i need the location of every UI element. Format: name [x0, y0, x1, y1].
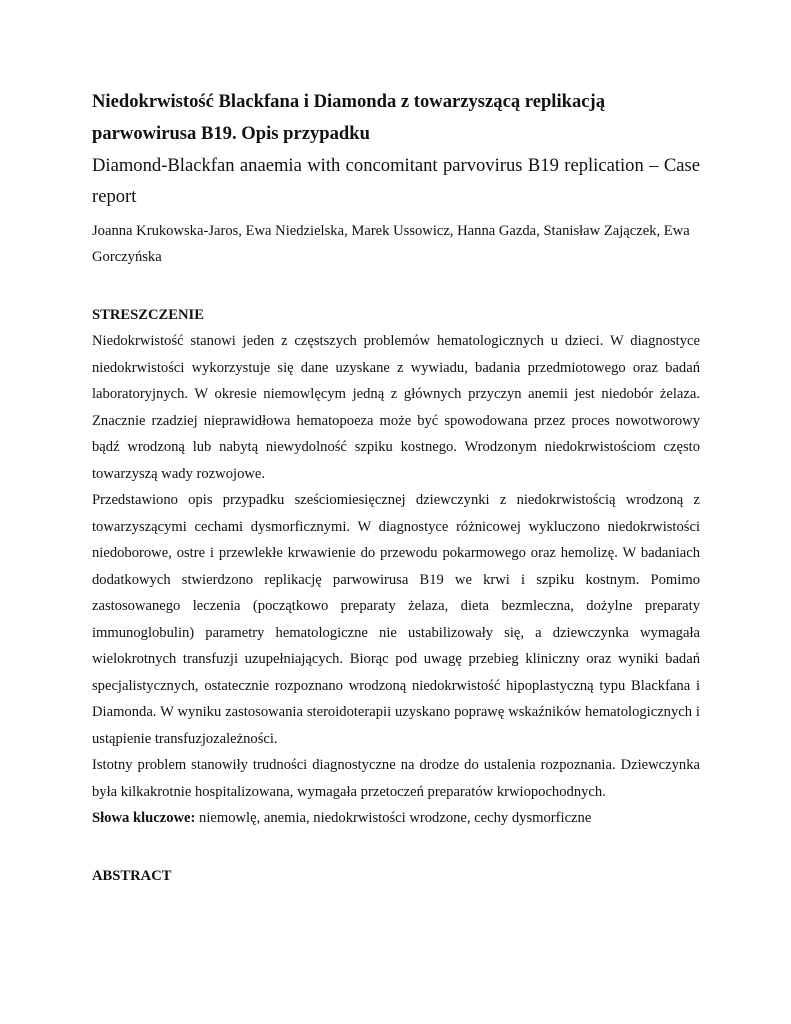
keywords-list: niemowlę, anemia, niedokrwistości wrodzone, cechy dysmorficzne [195, 810, 592, 826]
heading-abstract: ABSTRACT [92, 867, 172, 884]
streszczenie-paragraph-2: Przedstawiono opis przypadku sześciomiesięcznej dziewczynki z niedokrwistością wrodzoną z towarzyszącymi cechami dysmorficznymi. W diagnostyce różnicowej wykluczono niedokrwistości niedoborowe, ostre i przewlekłe krwawienie do przewodu pokarmowego oraz hemolizę. W badaniach dodatkowych stwierdzono replikację parwowirusa B19 we krwi i szpiku kostnym. Pomimo zastosowanego leczenia (początkowo preparaty żelaza, dieta bezmleczna, dożylne preparaty immunoglobulin) parametry hematologiczne nie ustabilizowały się, a dziewczynka wymagała wielokrotnych transfuzji uzupełniających. Biorąc pod uwagę przebieg kliniczny oraz wyniki badań specjalistycznych, ostatecznie rozpoznano wrodzoną niedokrwistość hipoplastyczną typu Blackfana i Diamonda. W wyniku zastosowania steroidoterapii uzyskano poprawę wskaźników hematologicznych i ustąpienie transfuzjozależności. [92, 492, 700, 747]
keywords-label: Słowa kluczowe: [92, 810, 196, 826]
authors: Joanna Krukowska-Jaros, Ewa Niedzielska, Marek Ussowicz, Hanna Gazda, Stanisław Zajączek, Ewa Gorczyńska [92, 223, 690, 265]
keywords [92, 805, 700, 832]
title-polish: Niedokrwistość Blackfana i Diamonda z towarzyszącą replikacją parwowirusa B19. Opis przypadku [92, 91, 606, 144]
document-page [92, 86, 700, 889]
streszczenie-paragraph-3: Istotny problem stanowiły trudności diagnostyczne na drodze do ustalenia rozpoznania. Dziewczynka była kilkakrotnie hospitalizowana, wymagała przetoczeń preparatów krwiopochodnych. [92, 757, 700, 800]
streszczenie-paragraph-1: Niedokrwistość stanowi jeden z częstszych problemów hematologicznych u dzieci. W diagnostyce niedokrwistości wykorzystuje się dane uzyskane z wywiadu, badania przedmiotowego oraz badań laboratoryjnych. W okresie niemowlęcym jedną z głównych przyczyn anemii jest niedobór żelaza. Znacznie rzadziej nieprawidłowa hematopoeza może być spowodowana przez proces nowotworowy bądź wrodzoną lub nabytą niewydolność szpiku kostnego. Wrodzonym niedokrwistościom często towarzyszą wady rozwojowe. [92, 333, 700, 482]
title-english: Diamond-Blackfan anaemia with concomitant parvovirus B19 replication – Case report [92, 155, 700, 207]
heading-streszczenie: STRESZCZENIE [92, 307, 204, 323]
